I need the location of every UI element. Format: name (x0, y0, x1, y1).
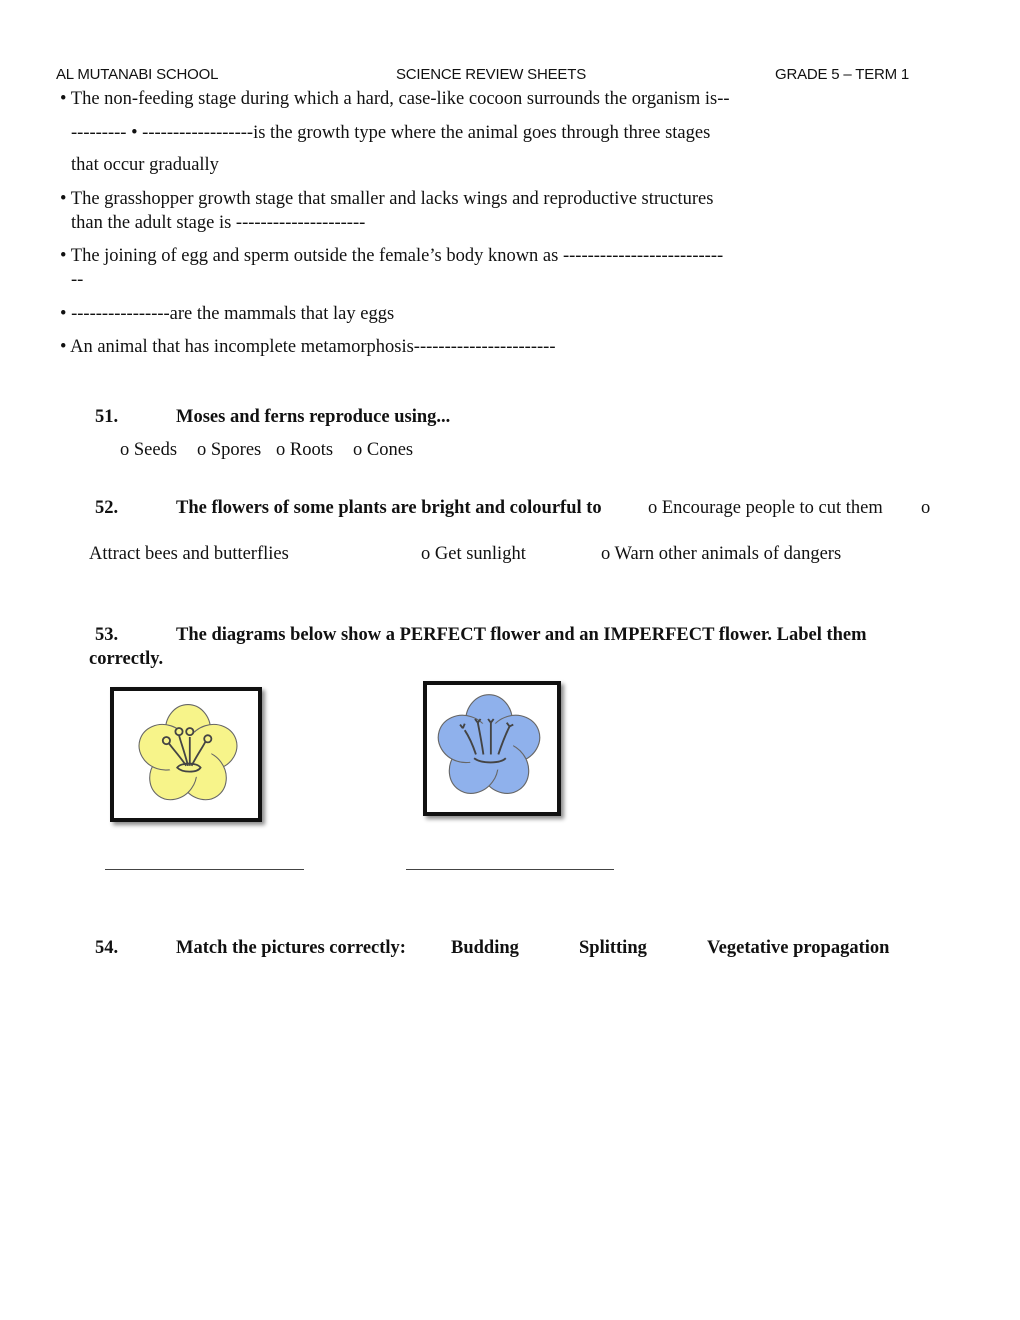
q52-number: 52. (95, 498, 119, 518)
q51-option-spores: o Spores (197, 440, 262, 460)
q52-option-sunlight: o Get sunlight (421, 544, 526, 564)
flower-petals (133, 705, 243, 809)
grade-term: GRADE 5 – TERM 1 (775, 66, 910, 83)
q51-option-seeds: o Seeds (120, 440, 178, 460)
flower-blue-icon (431, 691, 547, 803)
sheet-title: SCIENCE REVIEW SHEETS (396, 66, 587, 83)
q54-choice-splitting: Splitting (579, 938, 647, 958)
q53-question-line2: correctly. (89, 649, 164, 669)
bullet-egg-laying-mammals: • ----------------are the mammals that lay eggs (60, 304, 395, 324)
flower-petals (432, 695, 546, 803)
bullet-grasshopper-line1: • The grasshopper growth stage that smaller and lacks wings and reproductive structures (60, 189, 714, 209)
bullet-growth-type-line2: that occur gradually (71, 155, 219, 175)
perfect-flower-answer-line[interactable] (105, 869, 304, 870)
q53-question-line1: The diagrams below show a PERFECT flower and an IMPERFECT flower. Label them (176, 625, 867, 645)
q54-choice-budding: Budding (451, 938, 519, 958)
school-name: AL MUTANABI SCHOOL (56, 66, 219, 83)
imperfect-flower-frame (423, 681, 561, 816)
q52-option-warn: o Warn other animals of dangers (601, 544, 842, 564)
q52-option-marker: o (921, 498, 931, 518)
q52-option-bees: Attract bees and butterflies (89, 544, 289, 564)
bullet-external-fertilization-line2: -- (71, 270, 84, 290)
flower-yellow-icon (132, 701, 244, 809)
q51-question: Moses and ferns reproduce using... (176, 407, 451, 427)
q52-option-cut: o Encourage people to cut them (648, 498, 883, 518)
q53-number: 53. (95, 625, 119, 645)
bullet-incomplete-metamorphosis: • An animal that has incomplete metamorphosis----------------------- (60, 337, 556, 357)
q51-option-cones: o Cones (353, 440, 414, 460)
q51-option-roots: o Roots (276, 440, 334, 460)
perfect-flower-frame (110, 687, 262, 822)
bullet-growth-type-line1: --------- • ------------------is the growth type where the animal goes through three stages (71, 123, 711, 143)
q54-question: Match the pictures correctly: (176, 938, 406, 958)
bullet-grasshopper-line2: than the adult stage is --------------------- (71, 213, 366, 233)
q51-number: 51. (95, 407, 119, 427)
q52-question: The flowers of some plants are bright and colourful to (176, 498, 602, 518)
bullet-cocoon-stage: • The non-feeding stage during which a hard, case-like cocoon surrounds the organism is-- (60, 89, 730, 109)
q54-number: 54. (95, 938, 119, 958)
imperfect-flower-answer-line[interactable] (406, 869, 614, 870)
q54-choice-vegetative: Vegetative propagation (707, 938, 890, 958)
bullet-external-fertilization-line1: • The joining of egg and sperm outside the female’s body known as -------------------------- (60, 246, 724, 266)
